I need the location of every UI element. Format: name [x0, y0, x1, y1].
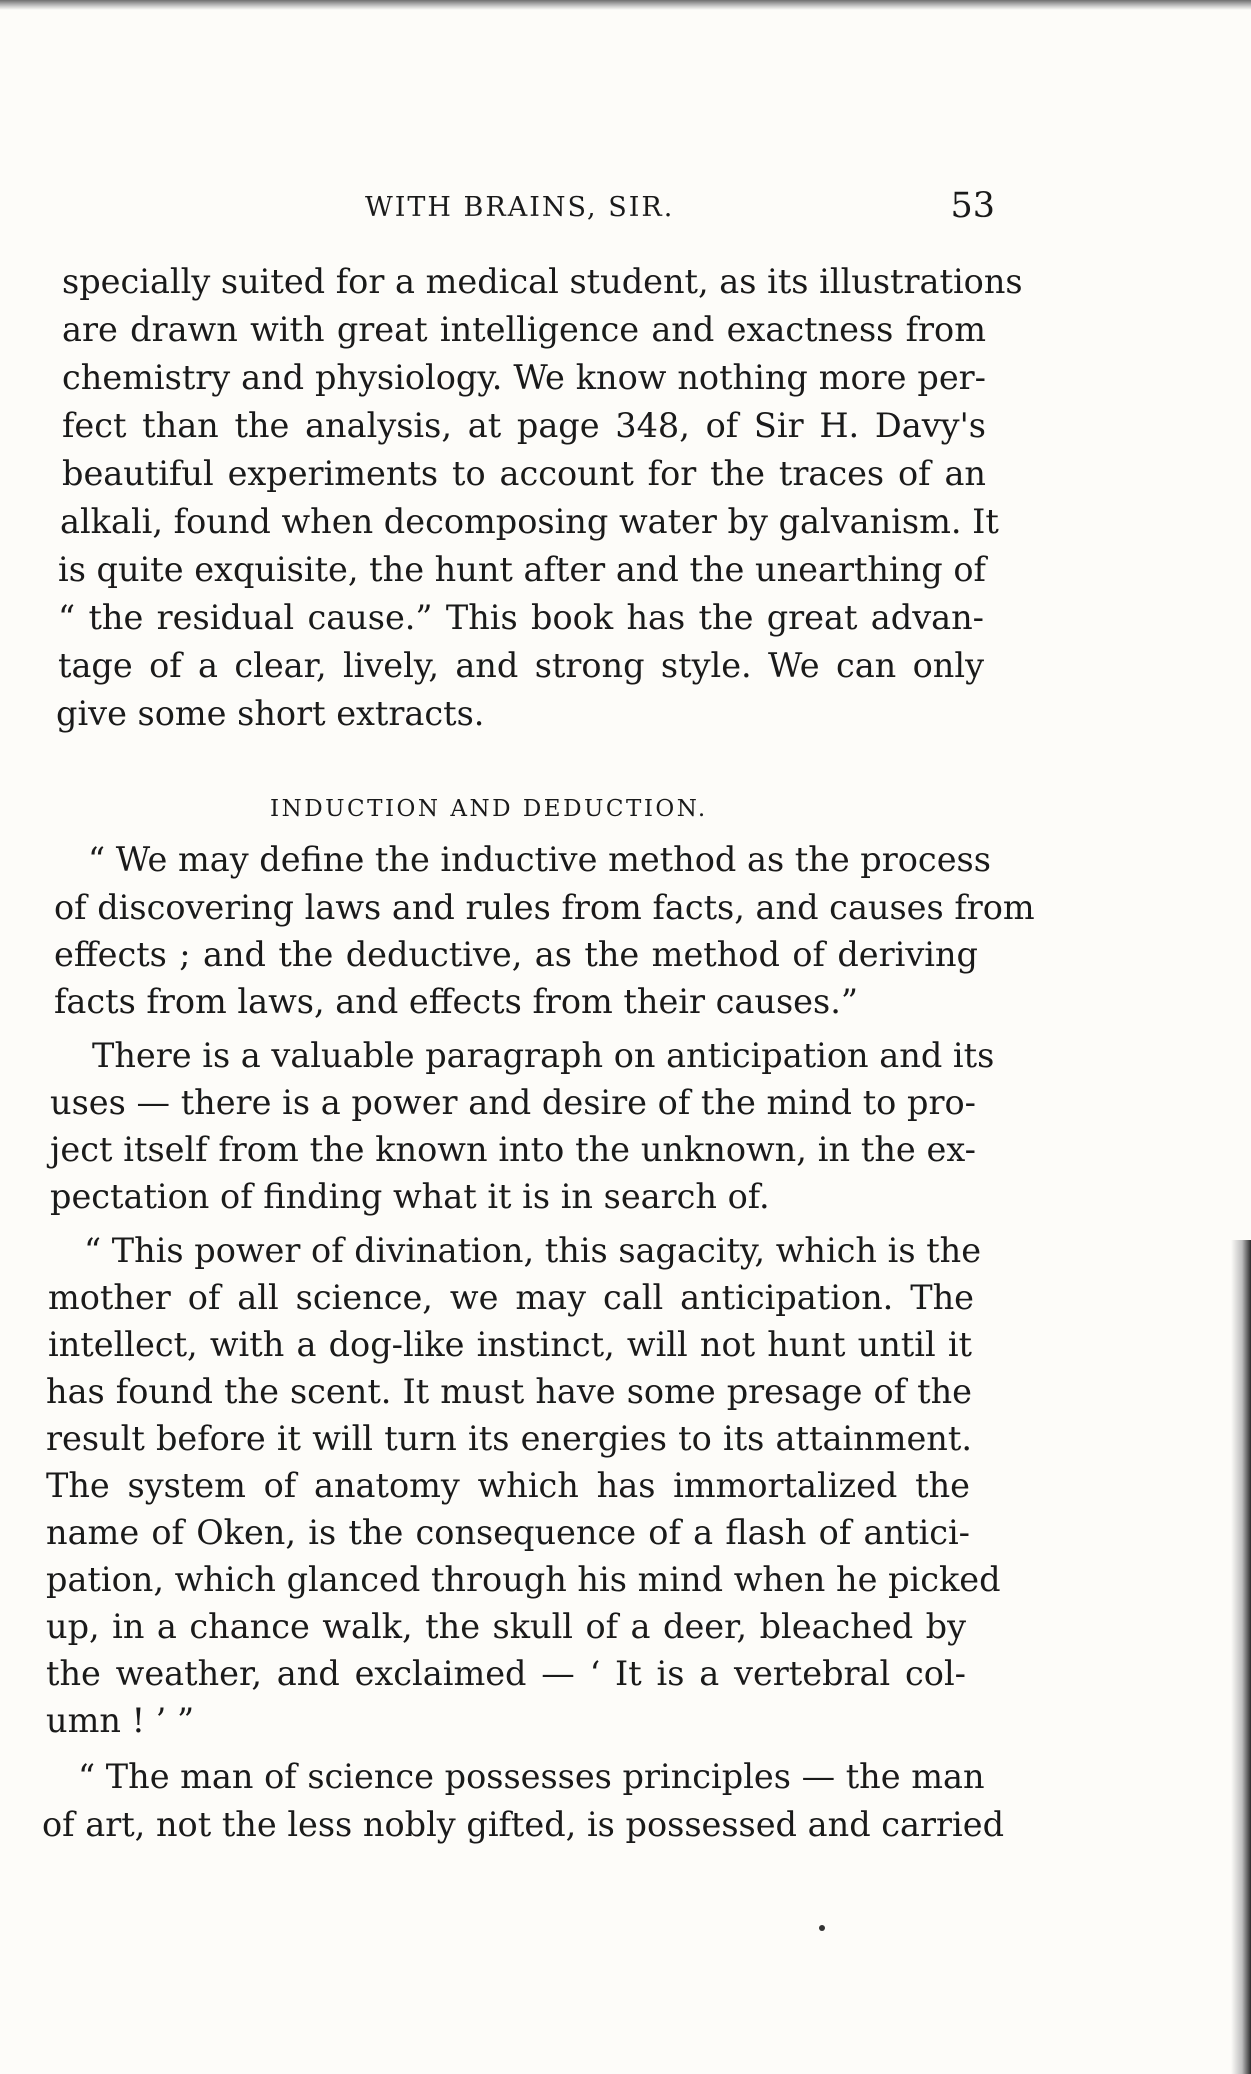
text-line: pation, which glanced through his mind when he picked — [46, 1560, 1001, 1599]
text-line: “ This power of divination, this sagacity, which is the — [84, 1231, 982, 1270]
ink-speck — [819, 1925, 825, 1931]
text-line: is quite exquisite, the hunt after and the unearthing of — [58, 550, 986, 589]
text-line: ject itself from the known into the unknown, in the ex- — [50, 1130, 976, 1169]
text-line: of art, not the less nobly gifted, is possessed and carried — [42, 1805, 1005, 1844]
text-line: the weather, and exclaimed — ‘ It is a vertebral col- — [46, 1654, 966, 1693]
text-line: The system of anatomy which has immortalized the — [46, 1466, 970, 1505]
running-head: WITH BRAINS, SIR. — [365, 192, 675, 223]
text-line: mother of all science, we may call anticipation. The — [48, 1278, 974, 1317]
text-line: of discovering laws and rules from facts, and causes from — [54, 888, 1035, 927]
text-line: effects ; and the deductive, as the method of deriving — [54, 935, 978, 974]
text-line: fect than the analysis, at page 348, of Sir H. Davy's — [62, 406, 986, 445]
text-line: chemistry and physiology. We know nothing more per- — [62, 358, 986, 397]
text-line: umn ! ’ ” — [46, 1701, 195, 1740]
text-line: name of Oken, is the consequence of a flash of antici- — [46, 1513, 970, 1552]
text-line: pectation of finding what it is in search of. — [50, 1177, 770, 1216]
text-line: beautiful experiments to account for the traces of an — [62, 454, 986, 493]
section-heading: INDUCTION AND DEDUCTION. — [270, 796, 708, 822]
text-line: up, in a chance walk, the skull of a deer, bleached by — [46, 1607, 966, 1646]
text-line: tage of a clear, lively, and strong style. We can only — [58, 646, 984, 685]
text-line: specially suited for a medical student, as its illustrations — [62, 262, 1023, 301]
text-line: uses — there is a power and desire of the mind to pro- — [50, 1083, 976, 1122]
text-line: give some short extracts. — [56, 694, 485, 733]
text-line: “ The man of science possesses principles — the man — [78, 1757, 985, 1796]
text-line: intellect, with a dog-like instinct, will not hunt until it — [48, 1325, 972, 1364]
text-line: facts from laws, and effects from their causes.” — [54, 982, 858, 1021]
text-line: “ the residual cause.” This book has the great advan- — [58, 598, 984, 637]
text-line: result before it will turn its energies to its attainment. — [46, 1419, 972, 1458]
text-line: “ We may define the inductive method as the process — [88, 840, 991, 879]
text-line: are drawn with great intelligence and exactness from — [62, 310, 986, 349]
text-line: There is a valuable paragraph on anticipation and its — [92, 1036, 995, 1075]
text-line: has found the scent. It must have some presage of the — [46, 1372, 972, 1411]
page-binding-edge — [1231, 1240, 1251, 2074]
page-top-edge — [0, 0, 1251, 10]
page-number: 53 — [950, 186, 995, 226]
text-line: alkali, found when decomposing water by galvanism. It — [60, 502, 999, 541]
page-header — [55, 186, 995, 242]
